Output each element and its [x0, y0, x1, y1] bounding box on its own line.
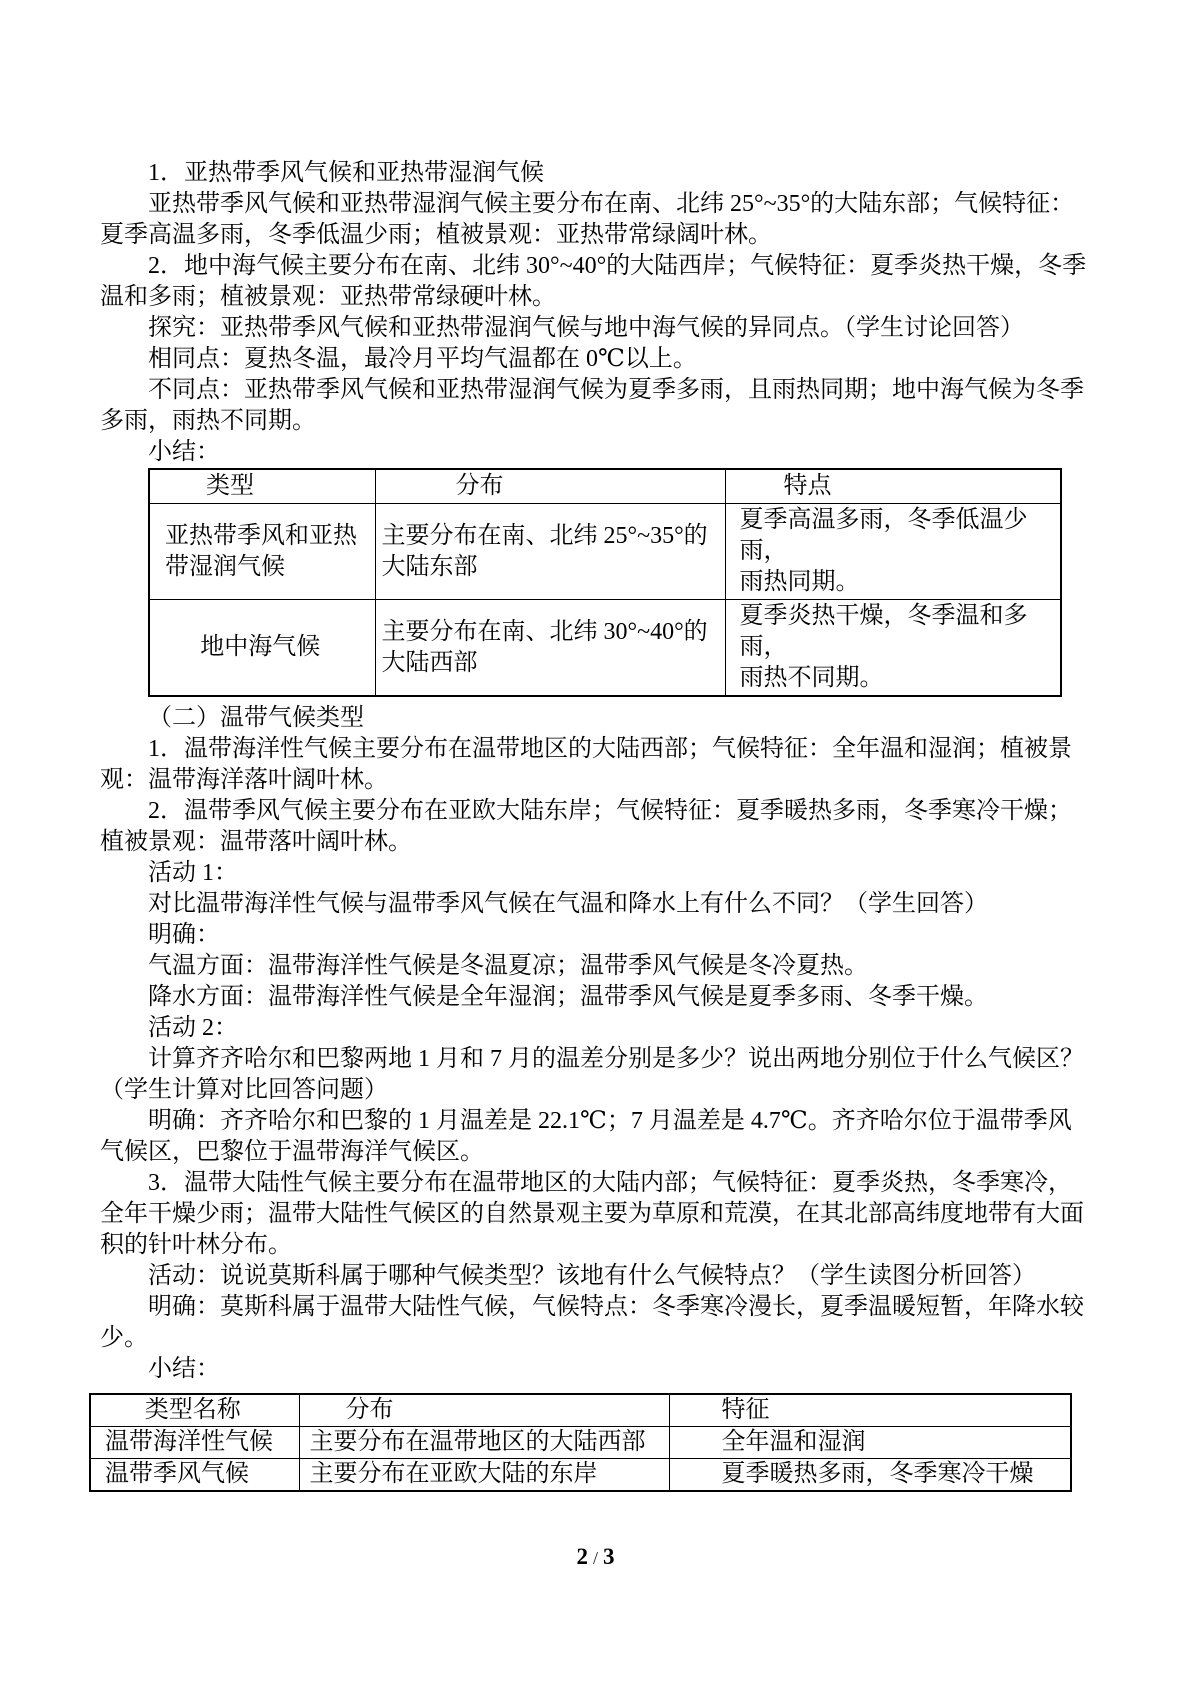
- para-subtropical-description: 亚热带季风气候和亚热带湿润气候主要分布在南、北纬 25°~35°的大陆东部；气候特征：夏季高温多雨，冬季低温少雨；植被景观：亚热带常绿阔叶林。: [100, 191, 1075, 248]
- summary-table-subtropical: [148, 468, 1062, 697]
- para-moscow-activity: 活动：说说莫斯科属于哪种气候类型？该地有什么气候特点？（学生读图分析回答）: [148, 1263, 1036, 1289]
- table-row: [149, 504, 1061, 600]
- document-body: [100, 158, 1090, 1492]
- para-clarify-label: 明确：: [148, 922, 220, 948]
- page-number-total: 3: [603, 1544, 615, 1569]
- para-moscow-answer: 明确：莫斯科属于温带大陆性气候，气候特点：冬季寒冷漫长，夏季温暖短暂，年降水较少。: [100, 1294, 1084, 1351]
- table-row: [149, 600, 1061, 697]
- cell-feature: 夏季暖热多雨，冬季寒冷干燥: [669, 1459, 1071, 1492]
- cell-type: 温带海洋性气候: [90, 1427, 299, 1459]
- summary-table-temperate: [89, 1393, 1072, 1492]
- table-header-feature: 特点: [725, 469, 1061, 504]
- para-activity-2-question: 计算齐齐哈尔和巴黎两地 1 月和 7 月的温差分别是多少？说出两地分别位于什么气候区？（学生计算对比回答问题）: [100, 1046, 1084, 1103]
- para-summary-label-1: 小结：: [148, 439, 220, 465]
- cell-feature-line: 雨热同期。: [739, 569, 860, 595]
- table-row: [90, 1459, 1071, 1492]
- cell-feature-line: 夏季高温多雨，冬季低温少雨，: [739, 507, 1028, 564]
- para-differences: 不同点：亚热带季风气候和亚热带湿润气候为夏季多雨，且雨热同期；地中海气候为冬季多雨，雨热不同期。: [100, 377, 1084, 434]
- table-header-distribution: 分布: [375, 469, 725, 504]
- para-summary-label-2: 小结：: [148, 1356, 220, 1382]
- para-similarities: 相同点：夏热冬温，最冷月平均气温都在 0℃以上。: [148, 346, 697, 372]
- para-inquiry: 探究：亚热带季风气候和亚热带湿润气候与地中海气候的异同点。（学生讨论回答）: [148, 315, 1024, 341]
- para-activity-2-answer: 明确：齐齐哈尔和巴黎的 1 月温差是 22.1℃；7 月温差是 4.7℃。齐齐哈尔位于温带季风气候区，巴黎位于温带海洋气候区。: [100, 1108, 1072, 1165]
- para-continental-description: 3．温带大陆性气候主要分布在温带地区的大陆内部；气候特征：夏季炎热，冬季寒冷，全年干燥少雨；温带大陆性气候区的自然景观主要为草原和荒漠，在其北部高纬度地带有大面积的针叶林分布。: [100, 1170, 1084, 1258]
- table-header-row: [149, 469, 1061, 504]
- cell-type: 地中海气候: [149, 600, 375, 697]
- cell-type: 亚热带季风和亚热带湿润气候: [149, 504, 375, 600]
- para-temperature-aspect: 气温方面：温带海洋性气候是冬温夏凉；温带季风气候是冬冷夏热。: [148, 953, 868, 979]
- cell-type: 温带季风气候: [90, 1459, 299, 1492]
- table-header-row: [90, 1394, 1071, 1427]
- para-activity-1-question: 对比温带海洋性气候与温带季风气候在气温和降水上有什么不同？（学生回答）: [148, 891, 988, 917]
- para-subtropical-heading: 1．亚热带季风气候和亚热带湿润气候: [148, 160, 544, 186]
- table-header-distribution: 分布: [299, 1394, 669, 1427]
- table-header-type: 类型: [149, 469, 375, 504]
- table-row: [90, 1427, 1071, 1459]
- para-monsoon-description: 2．温带季风气候主要分布在亚欧大陆东岸；气候特征：夏季暖热多雨，冬季寒冷干燥；植被景观：温带落叶阔叶林。: [100, 798, 1072, 855]
- cell-feature: 全年温和湿润: [669, 1427, 1071, 1459]
- cell-distribution: 主要分布在温带地区的大陆西部: [299, 1427, 669, 1459]
- cell-feature-line: 雨热不同期。: [739, 665, 884, 691]
- para-temperate-section-heading: （二）温带气候类型: [148, 705, 364, 731]
- para-activity-2-label: 活动 2：: [148, 1015, 238, 1041]
- cell-feature: [725, 600, 1061, 697]
- page-number-current: 2: [576, 1544, 588, 1569]
- cell-feature-line: 夏季炎热干燥，冬季温和多雨，: [739, 603, 1028, 660]
- page-number-separator: /: [592, 1548, 598, 1568]
- para-activity-1-label: 活动 1：: [148, 860, 238, 886]
- cell-feature: [725, 504, 1061, 600]
- page-footer: [0, 1541, 1191, 1574]
- para-oceanic-description: 1．温带海洋性气候主要分布在温带地区的大陆西部；气候特征：全年温和湿润；植被景观：温带海洋落叶阔叶林。: [100, 736, 1072, 793]
- cell-distribution: 主要分布在南、北纬 25°~35°的大陆东部: [375, 504, 725, 600]
- para-precipitation-aspect: 降水方面：温带海洋性气候是全年湿润；温带季风气候是夏季多雨、冬季干燥。: [148, 984, 988, 1010]
- cell-distribution: 主要分布在南、北纬 30°~40°的大陆西部: [375, 600, 725, 697]
- table-header-feature: 特征: [669, 1394, 1071, 1427]
- cell-distribution: 主要分布在亚欧大陆的东岸: [299, 1459, 669, 1492]
- para-mediterranean-description: 2．地中海气候主要分布在南、北纬 30°~40°的大陆西岸；气候特征：夏季炎热干燥，冬季温和多雨；植被景观：亚热带常绿硬叶林。: [100, 253, 1087, 310]
- table-header-type-name: 类型名称: [90, 1394, 299, 1427]
